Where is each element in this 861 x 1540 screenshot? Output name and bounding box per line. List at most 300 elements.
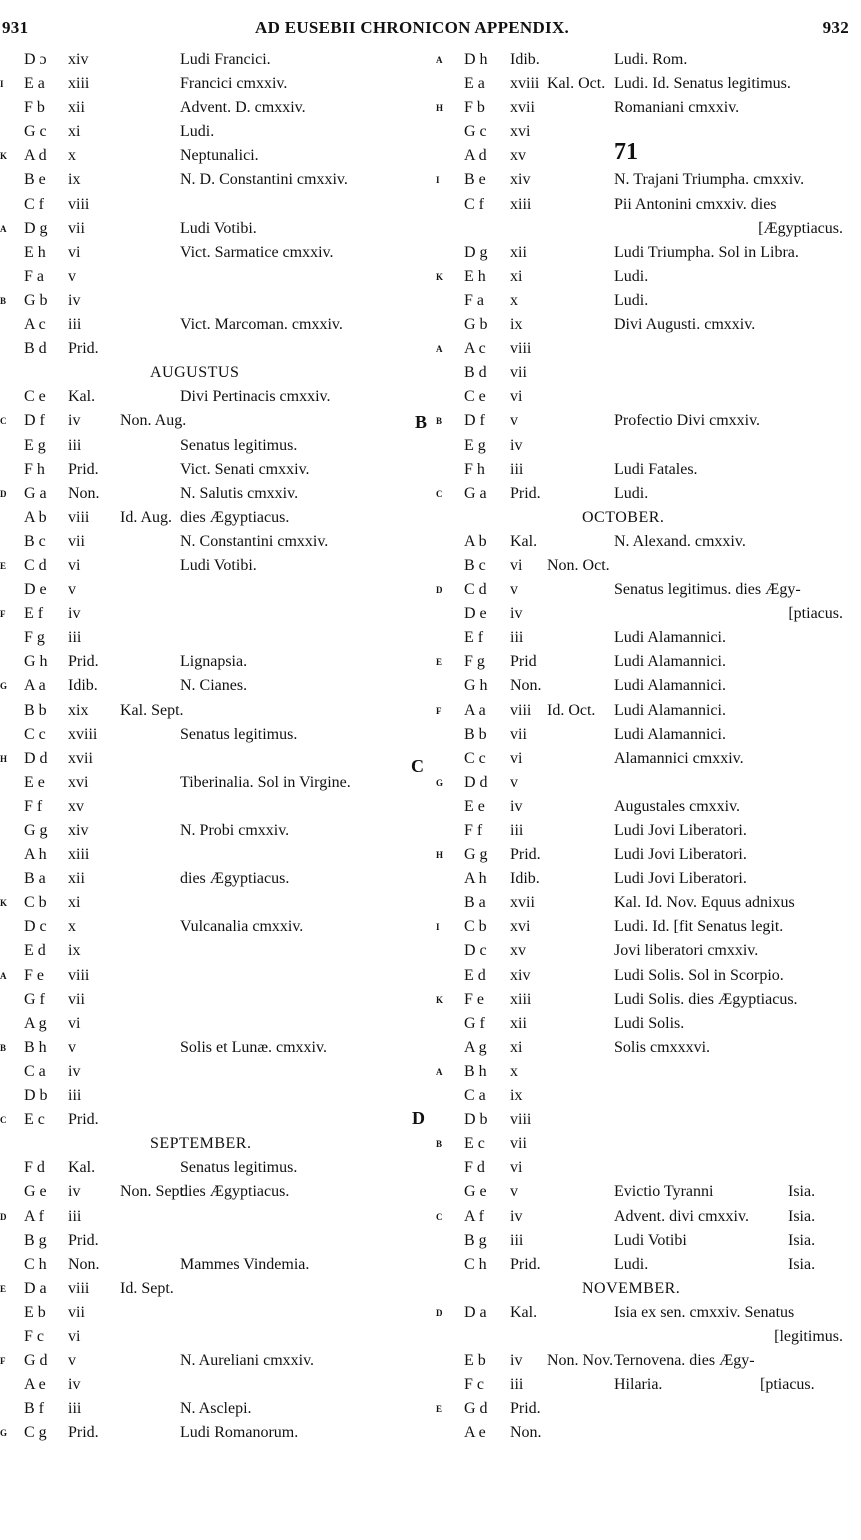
festival-entry: Jovi liberatori cmxxiv. bbox=[614, 942, 759, 960]
roman-day: xv bbox=[510, 942, 526, 960]
day-letters: E d bbox=[464, 966, 486, 984]
calendar-row bbox=[0, 964, 410, 988]
calendar-row bbox=[0, 96, 410, 120]
roman-day: iii bbox=[510, 1231, 524, 1249]
calendar-row bbox=[0, 626, 410, 650]
festival-note: Isia. bbox=[788, 1231, 816, 1249]
roman-day: Non. bbox=[68, 484, 100, 502]
roman-day: iii bbox=[510, 822, 524, 839]
day-letters: C b bbox=[24, 894, 47, 912]
roman-day: iii bbox=[510, 460, 524, 478]
calendar-row bbox=[0, 1036, 410, 1060]
festival-entry: Ludi. bbox=[180, 123, 215, 141]
day-letters: F c bbox=[24, 1327, 44, 1345]
day-letters: F f bbox=[464, 822, 483, 839]
roman-day: Prid. bbox=[68, 1424, 99, 1442]
roman-day: Prid. bbox=[510, 484, 541, 502]
festival-entry: Profectio Divi cmxxiv. bbox=[614, 412, 761, 430]
day-letters: A d bbox=[464, 147, 487, 165]
day-letters: E h bbox=[464, 267, 486, 285]
calendar-row bbox=[0, 1349, 410, 1373]
festival-entry: Vict. Senati cmxxiv. bbox=[180, 460, 310, 478]
calendar-row bbox=[0, 1301, 410, 1325]
day-letters: G g bbox=[24, 822, 48, 839]
nundinal-letter: A bbox=[0, 970, 7, 981]
calendar-row bbox=[0, 530, 410, 554]
roman-day: viii bbox=[510, 340, 532, 358]
roman-day: v bbox=[68, 1352, 76, 1370]
month-heading bbox=[412, 506, 861, 530]
day-letters: C c bbox=[24, 725, 46, 743]
festival-note: Isia. bbox=[788, 1255, 816, 1273]
day-letters: F a bbox=[464, 291, 484, 309]
roman-day: iv bbox=[68, 1183, 81, 1201]
festival-entry: Divi Augusti. cmxxiv. bbox=[614, 316, 756, 334]
nundinal-letter: E bbox=[0, 1283, 7, 1294]
day-letters: C h bbox=[464, 1255, 487, 1273]
day-letters: F g bbox=[24, 629, 45, 647]
festival-entry: Pii Antonini cmxxiv. dies bbox=[614, 195, 777, 213]
nundinal-letter: G bbox=[436, 777, 444, 788]
roman-day: iv bbox=[510, 605, 523, 623]
day-letters: B g bbox=[464, 1231, 487, 1249]
calendar-row bbox=[412, 458, 861, 482]
day-letters: C a bbox=[464, 1087, 486, 1105]
festival-entry: N. Probi cmxxiv. bbox=[180, 822, 290, 839]
day-letters: D b bbox=[24, 1087, 48, 1105]
day-letters: A f bbox=[24, 1207, 44, 1225]
roman-day: v bbox=[68, 267, 76, 285]
nundinal-letter: D bbox=[436, 585, 443, 596]
margin-capital-b: B bbox=[415, 412, 428, 432]
festival-entry: dies Ægyptiacus. bbox=[180, 1183, 290, 1201]
festival-entry: [Ægyptiacus. bbox=[758, 219, 843, 237]
month-heading bbox=[0, 1132, 410, 1156]
calendar-row bbox=[0, 602, 410, 626]
month-heading bbox=[412, 1277, 861, 1301]
calendar-row bbox=[0, 747, 410, 771]
festival-entry: Senatus legitimus. dies Ægy- bbox=[614, 581, 801, 599]
roman-day: Prid. bbox=[68, 340, 99, 358]
roman-day: xvi bbox=[68, 773, 89, 791]
day-letters: E f bbox=[464, 629, 484, 647]
roman-day: vi bbox=[510, 388, 523, 406]
calendar-row bbox=[412, 1156, 861, 1180]
day-letters: C h bbox=[24, 1255, 47, 1273]
nundinal-letter: K bbox=[436, 994, 444, 1005]
calendar-row bbox=[412, 578, 861, 602]
calendar-row bbox=[0, 1108, 410, 1132]
calendar-row bbox=[0, 434, 410, 458]
calendar-row bbox=[412, 1229, 861, 1253]
roman-day: viii bbox=[510, 701, 532, 719]
roman-day: vi bbox=[510, 749, 523, 767]
festival-entry: N. D. Constantini cmxxiv. bbox=[180, 171, 348, 189]
nundinal-letter: F bbox=[0, 609, 6, 620]
day-letters: D f bbox=[24, 412, 45, 430]
roman-day: xi bbox=[510, 267, 523, 285]
festival-entry: Divi Pertinacis cmxxiv. bbox=[180, 388, 331, 406]
day-letters: C b bbox=[464, 918, 487, 936]
roman-day: iv bbox=[68, 605, 81, 623]
date-reference: Id. Oct. bbox=[547, 701, 596, 719]
nundinal-letter: K bbox=[0, 151, 8, 162]
day-letters: B c bbox=[24, 532, 46, 550]
roman-day: Kal. bbox=[510, 532, 538, 550]
day-letters: D ɔ bbox=[24, 51, 47, 68]
roman-day: xiv bbox=[68, 822, 89, 839]
calendar-row bbox=[0, 506, 410, 530]
calendar-row bbox=[0, 1397, 410, 1421]
roman-day: xiii bbox=[68, 75, 90, 93]
day-letters: G h bbox=[464, 677, 488, 695]
festival-entry: dies Ægyptiacus. bbox=[180, 508, 290, 526]
date-reference: Non. Nov. bbox=[547, 1352, 614, 1370]
calendar-row bbox=[412, 337, 861, 361]
day-letters: B d bbox=[464, 364, 487, 382]
festival-entry: Ludi Alamannici. bbox=[614, 629, 726, 647]
roman-day: v bbox=[510, 1183, 518, 1201]
roman-day: x bbox=[68, 147, 76, 165]
calendar-row bbox=[0, 458, 410, 482]
roman-day: xv bbox=[68, 797, 84, 815]
nundinal-letter: G bbox=[0, 1428, 8, 1439]
day-letters: A c bbox=[464, 340, 486, 358]
roman-day: v bbox=[510, 773, 518, 791]
month-heading-text: OCTOBER. bbox=[582, 508, 665, 526]
roman-day: Prid. bbox=[68, 460, 99, 478]
calendar-row bbox=[0, 1421, 410, 1445]
festival-entry: Isia ex sen. cmxxiv. Senatus bbox=[614, 1303, 795, 1321]
calendar-row bbox=[412, 289, 861, 313]
roman-day: Prid bbox=[510, 653, 537, 671]
festival-entry: Ludi Fatales. bbox=[614, 460, 698, 478]
roman-day: iii bbox=[68, 1400, 82, 1418]
festival-entry: Ludi. Id. Senatus legitimus. bbox=[614, 75, 791, 93]
month-heading-text: AUGUSTUS bbox=[150, 364, 240, 382]
festival-entry: Ludi Alamannici. bbox=[614, 653, 726, 671]
day-letters: E g bbox=[464, 436, 486, 454]
calendar-row bbox=[412, 48, 861, 72]
date-reference: Id. Aug. bbox=[120, 508, 172, 526]
roman-day: iv bbox=[510, 1352, 523, 1370]
roman-day: Prid. bbox=[510, 846, 541, 864]
festival-entry: Ludi. bbox=[614, 484, 649, 502]
festival-entry: Ludi Jovi Liberatori. bbox=[614, 846, 747, 864]
calendar-row bbox=[0, 409, 410, 433]
roman-day: xii bbox=[68, 99, 85, 117]
roman-day: vi bbox=[68, 1327, 81, 1345]
calendar-row bbox=[412, 265, 861, 289]
nundinal-letter: G bbox=[0, 681, 8, 692]
roman-day: x bbox=[68, 918, 76, 936]
calendar-row bbox=[412, 867, 861, 891]
roman-day: v bbox=[68, 1038, 76, 1056]
calendar-row bbox=[412, 1325, 861, 1349]
nundinal-letter: H bbox=[0, 753, 8, 764]
calendar-row bbox=[412, 1108, 861, 1132]
calendar-row bbox=[412, 674, 861, 698]
festival-entry: Ludi Solis. dies Ægyptiacus. bbox=[614, 990, 798, 1008]
calendar-row bbox=[412, 1060, 861, 1084]
nundinal-letter: I bbox=[436, 175, 440, 186]
day-letters: F h bbox=[24, 460, 45, 478]
festival-entry: Neptunalici. bbox=[180, 147, 259, 165]
nundinal-letter: D bbox=[436, 1307, 443, 1318]
roman-day: Non. bbox=[510, 677, 542, 695]
nundinal-letter: E bbox=[436, 1404, 443, 1415]
festival-entry: N. Aureliani cmxxiv. bbox=[180, 1352, 315, 1370]
calendar-row bbox=[0, 72, 410, 96]
calendar-row bbox=[0, 891, 410, 915]
calendar-row bbox=[0, 723, 410, 747]
festival-entry: 71 bbox=[614, 139, 638, 166]
roman-day: xviii bbox=[510, 75, 540, 93]
day-letters: F b bbox=[464, 99, 485, 117]
festival-note: Isia. bbox=[788, 1183, 816, 1201]
roman-day: vii bbox=[68, 219, 85, 237]
roman-day: xiv bbox=[510, 171, 531, 189]
festival-entry: Senatus legitimus. bbox=[180, 725, 298, 743]
roman-day: vi bbox=[68, 556, 81, 574]
roman-day: iv bbox=[510, 1207, 523, 1225]
festival-entry: Vict. Sarmatice cmxxiv. bbox=[180, 243, 334, 261]
nundinal-letter: I bbox=[0, 79, 4, 90]
day-letters: B h bbox=[464, 1062, 487, 1080]
date-reference: Non. Sept. bbox=[120, 1183, 188, 1201]
calendar-row bbox=[0, 1253, 410, 1277]
calendar-row bbox=[0, 289, 410, 313]
day-letters: F e bbox=[464, 990, 484, 1008]
right-calendar-column bbox=[412, 48, 861, 1445]
calendar-row bbox=[412, 626, 861, 650]
day-letters: A g bbox=[24, 1014, 47, 1032]
date-reference: Kal. Oct. bbox=[547, 75, 606, 93]
festival-entry: Lignapsia. bbox=[180, 653, 248, 671]
day-letters: E b bbox=[464, 1352, 486, 1370]
day-letters: D b bbox=[464, 1111, 488, 1129]
festival-entry: Ludi Votibi bbox=[614, 1231, 687, 1249]
roman-day: xvi bbox=[510, 918, 531, 936]
calendar-row bbox=[0, 168, 410, 192]
day-letters: C c bbox=[464, 749, 486, 767]
festival-entry: N. Asclepi. bbox=[180, 1400, 252, 1418]
day-letters: F f bbox=[24, 797, 43, 815]
day-letters: D a bbox=[464, 1303, 487, 1321]
festival-entry: dies Ægyptiacus. bbox=[180, 870, 290, 888]
roman-day: Prid. bbox=[510, 1255, 541, 1273]
day-letters: G e bbox=[24, 1183, 47, 1201]
roman-day: vii bbox=[510, 725, 527, 743]
margin-capital-c: C bbox=[411, 756, 424, 776]
calendar-row bbox=[412, 771, 861, 795]
festival-entry: Ludi Alamannici. bbox=[614, 701, 726, 719]
festival-entry: N. Trajani Triumpha. cmxxiv. bbox=[614, 171, 805, 189]
roman-day: viii bbox=[68, 508, 90, 526]
calendar-row bbox=[412, 723, 861, 747]
calendar-row bbox=[0, 699, 410, 723]
day-letters: D a bbox=[24, 1279, 47, 1297]
festival-entry: [legitimus. bbox=[774, 1327, 843, 1345]
festival-entry: N. Cianes. bbox=[180, 677, 248, 695]
roman-day: vi bbox=[68, 1014, 81, 1032]
day-letters: A h bbox=[464, 870, 487, 888]
day-letters: D d bbox=[464, 773, 488, 791]
date-reference: Id. Sept. bbox=[120, 1279, 174, 1297]
roman-day: viii bbox=[68, 966, 90, 984]
day-letters: E c bbox=[464, 1135, 485, 1153]
date-reference: Non. Aug. bbox=[120, 412, 187, 430]
calendar-row bbox=[412, 1180, 861, 1204]
calendar-row bbox=[412, 1132, 861, 1156]
day-letters: D d bbox=[24, 749, 48, 767]
calendar-row bbox=[412, 193, 861, 217]
festival-entry: Kal. Id. Nov. Equus adnixus bbox=[614, 894, 795, 912]
day-letters: G g bbox=[464, 846, 488, 864]
day-letters: E h bbox=[24, 243, 46, 261]
day-letters: G e bbox=[464, 1183, 487, 1201]
roman-day: viii bbox=[68, 195, 90, 213]
roman-day: Prid. bbox=[68, 1231, 99, 1249]
festival-entry: Ludi Francici. bbox=[180, 51, 271, 68]
calendar-row bbox=[0, 385, 410, 409]
calendar-row bbox=[0, 1060, 410, 1084]
day-letters: B a bbox=[464, 894, 486, 912]
date-reference: Non. Oct. bbox=[547, 556, 610, 574]
calendar-row bbox=[0, 578, 410, 602]
day-letters: G c bbox=[464, 123, 487, 141]
calendar-row bbox=[412, 530, 861, 554]
roman-day: xix bbox=[68, 701, 89, 719]
roman-day: x bbox=[510, 291, 518, 309]
calendar-row bbox=[0, 193, 410, 217]
calendar-row bbox=[0, 1277, 410, 1301]
roman-day: Kal. bbox=[510, 1303, 538, 1321]
day-letters: E b bbox=[24, 1303, 46, 1321]
calendar-row bbox=[412, 988, 861, 1012]
roman-day: iv bbox=[68, 1062, 81, 1080]
calendar-row bbox=[0, 843, 410, 867]
roman-day: vii bbox=[68, 532, 85, 550]
roman-day: v bbox=[68, 581, 76, 599]
roman-day: vi bbox=[68, 243, 81, 261]
day-letters: C f bbox=[464, 195, 484, 213]
roman-day: iii bbox=[510, 629, 524, 647]
day-letters: B c bbox=[464, 556, 486, 574]
roman-day: vii bbox=[510, 1135, 527, 1153]
day-letters: A c bbox=[24, 316, 46, 334]
roman-day: xvii bbox=[68, 749, 93, 767]
nundinal-letter: D bbox=[0, 488, 7, 499]
calendar-row bbox=[0, 988, 410, 1012]
day-letters: B f bbox=[24, 1400, 44, 1418]
roman-day: xii bbox=[68, 870, 85, 888]
festival-entry: Ludi Solis. bbox=[614, 1014, 685, 1032]
calendar-row bbox=[0, 1229, 410, 1253]
calendar-row bbox=[0, 1205, 410, 1229]
festival-entry: Evictio Tyranni bbox=[614, 1183, 714, 1201]
calendar-row bbox=[0, 1084, 410, 1108]
festival-entry: Ludi Alamannici. bbox=[614, 725, 726, 743]
calendar-row bbox=[0, 217, 410, 241]
calendar-row bbox=[412, 554, 861, 578]
nundinal-letter: K bbox=[0, 898, 8, 909]
day-letters: C a bbox=[24, 1062, 46, 1080]
calendar-row bbox=[412, 139, 861, 168]
day-letters: E g bbox=[24, 436, 46, 454]
calendar-row bbox=[0, 482, 410, 506]
nundinal-letter: K bbox=[436, 271, 444, 282]
calendar-row bbox=[0, 1325, 410, 1349]
calendar-row bbox=[412, 385, 861, 409]
calendar-row bbox=[412, 1084, 861, 1108]
calendar-row bbox=[412, 747, 861, 771]
calendar-row bbox=[412, 699, 861, 723]
roman-day: vi bbox=[510, 556, 523, 574]
roman-day: xiii bbox=[510, 990, 532, 1008]
calendar-row bbox=[0, 795, 410, 819]
day-letters: A e bbox=[464, 1424, 486, 1442]
calendar-row bbox=[0, 144, 410, 168]
festival-entry: Ludi Votibi. bbox=[180, 556, 257, 574]
roman-day: Prid. bbox=[68, 653, 99, 671]
day-letters: A g bbox=[464, 1038, 487, 1056]
roman-day: iv bbox=[68, 412, 81, 430]
day-letters: C d bbox=[24, 556, 47, 574]
day-letters: C e bbox=[464, 388, 486, 406]
calendar-row bbox=[0, 674, 410, 698]
roman-day: xv bbox=[510, 147, 526, 165]
festival-entry: Solis cmxxxvi. bbox=[614, 1038, 711, 1056]
calendar-row bbox=[412, 1253, 861, 1277]
festival-entry: N. Salutis cmxxiv. bbox=[180, 484, 299, 502]
day-letters: G h bbox=[24, 653, 48, 671]
festival-entry: Senatus legitimus. bbox=[180, 1159, 298, 1177]
roman-day: iii bbox=[510, 1376, 524, 1394]
nundinal-letter: A bbox=[436, 1066, 443, 1077]
roman-day: Idib. bbox=[510, 51, 540, 68]
day-letters: G a bbox=[464, 484, 487, 502]
roman-day: xvii bbox=[510, 99, 535, 117]
nundinal-letter: H bbox=[436, 103, 444, 114]
day-letters: B b bbox=[464, 725, 487, 743]
festival-entry: N. Constantini cmxxiv. bbox=[180, 532, 329, 550]
festival-entry: Augustales cmxxiv. bbox=[614, 797, 741, 815]
festival-entry: Vulcanalia cmxxiv. bbox=[180, 918, 304, 936]
festival-entry: [ptiacus. bbox=[788, 605, 843, 623]
calendar-row bbox=[412, 313, 861, 337]
day-letters: G a bbox=[24, 484, 47, 502]
festival-entry: Ludi Votibi. bbox=[180, 219, 257, 237]
festival-entry: Ludi Triumpha. Sol in Libra. bbox=[614, 243, 799, 261]
festival-entry: Francici cmxxiv. bbox=[180, 75, 288, 93]
running-title: AD EUSEBII CHRONICON APPENDIX. bbox=[255, 18, 570, 37]
roman-day: Prid. bbox=[68, 1111, 99, 1129]
calendar-row bbox=[0, 771, 410, 795]
calendar-row bbox=[412, 843, 861, 867]
month-heading-text: NOVEMBER. bbox=[582, 1279, 681, 1297]
roman-day: xvii bbox=[510, 894, 535, 912]
day-letters: B h bbox=[24, 1038, 47, 1056]
calendar-row bbox=[0, 819, 410, 843]
calendar-row bbox=[0, 915, 410, 939]
left-calendar-column bbox=[0, 48, 410, 1445]
day-letters: G d bbox=[464, 1400, 488, 1418]
calendar-row bbox=[412, 1012, 861, 1036]
day-letters: A e bbox=[24, 1376, 46, 1394]
day-letters: C g bbox=[24, 1424, 47, 1442]
nundinal-letter: I bbox=[436, 922, 440, 933]
